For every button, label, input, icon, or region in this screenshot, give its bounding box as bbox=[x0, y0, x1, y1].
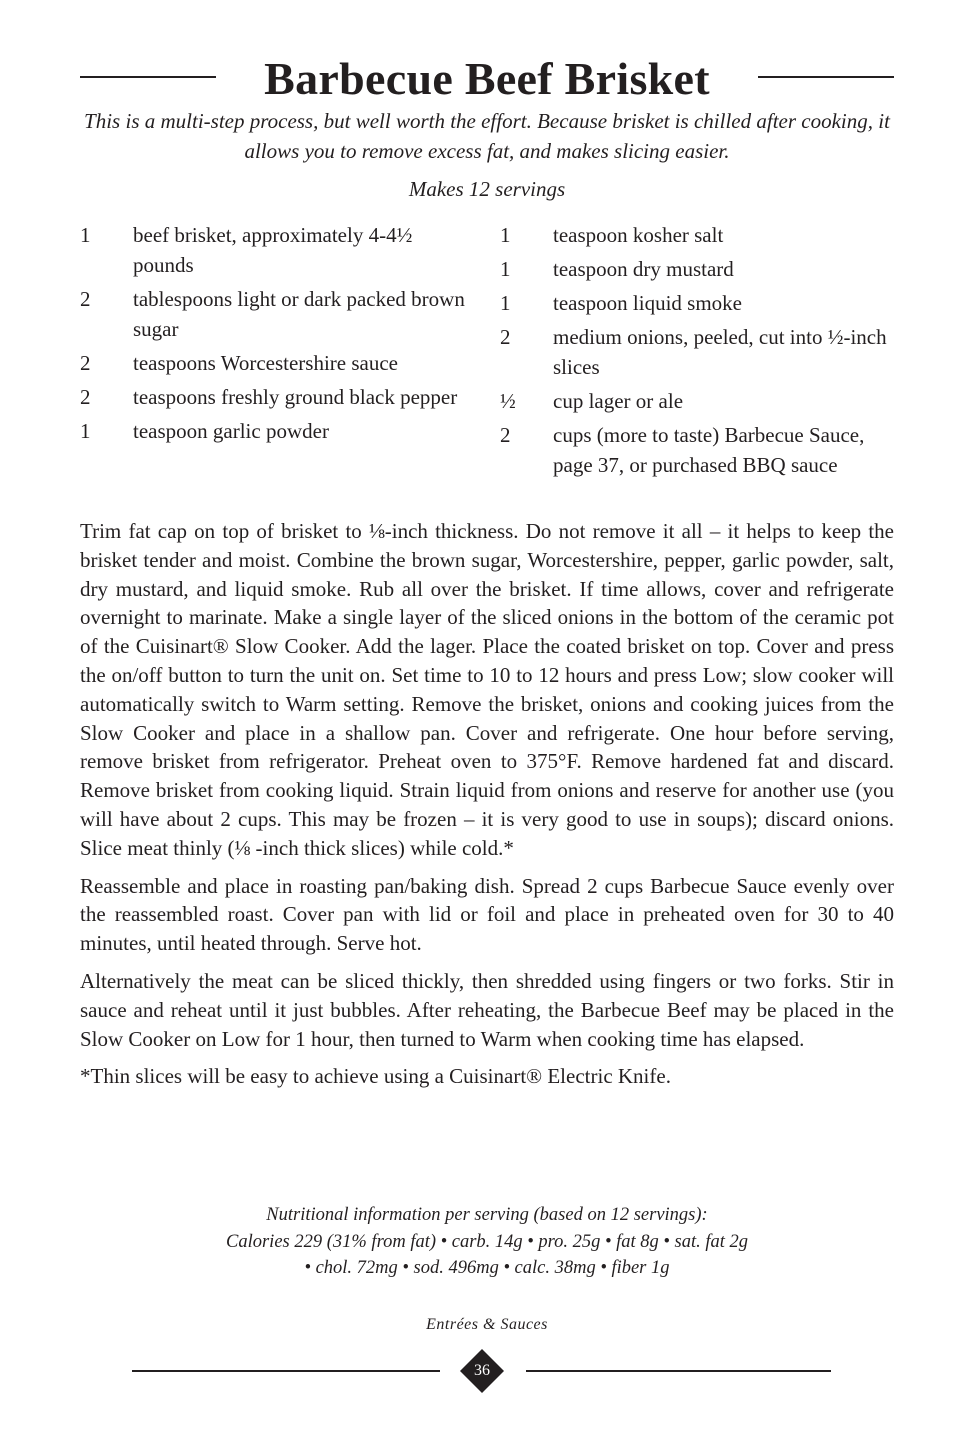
ingredient-quantity: 2 bbox=[80, 287, 91, 311]
title-rule-right bbox=[758, 76, 894, 78]
ingredient-item bbox=[500, 288, 894, 318]
ingredient-item bbox=[80, 348, 470, 378]
ingredient-description: teaspoons freshly ground black pepper bbox=[133, 385, 458, 409]
servings-line: Makes 12 servings bbox=[408, 177, 566, 201]
ingredient-item bbox=[80, 382, 470, 412]
recipe-title: Barbecue Beef Brisket bbox=[264, 53, 710, 104]
nutrition-heading: Nutritional information per serving (based on 12 servings): bbox=[266, 1205, 708, 1225]
ingredient-quantity: 2 bbox=[500, 423, 511, 447]
ingredient-quantity: 1 bbox=[500, 291, 511, 315]
ingredient-item bbox=[80, 284, 470, 344]
footer-rule-left bbox=[132, 1370, 440, 1372]
ingredient-item bbox=[500, 254, 894, 284]
ingredient-description: teaspoon kosher salt bbox=[553, 223, 724, 247]
ingredient-item bbox=[500, 386, 894, 416]
instruction-paragraph: Reassemble and place in roasting pan/baking dish. Spread 2 cups Barbecue Sauce evenly over the reassembled roast. Cover pan with lid or foil and place in preheated oven for 30 to 40 minutes, until heated through. Serve hot. bbox=[80, 873, 894, 956]
ingredient-description: teaspoon liquid smoke bbox=[553, 291, 742, 315]
ingredient-quantity: 2 bbox=[80, 351, 91, 375]
ingredient-description: teaspoons Worcestershire sauce bbox=[133, 351, 398, 375]
nutrition-info bbox=[80, 1202, 894, 1282]
section-name: Entrées & Sauces bbox=[426, 1316, 548, 1333]
ingredient-description: cups (more to taste) Barbecue Sauce, page 37, or purchased BBQ sauce bbox=[553, 423, 865, 477]
ingredient-description: teaspoon garlic powder bbox=[133, 419, 329, 443]
nutrition-values: • chol. 72mg • sod. 496mg • calc. 38mg • fiber 1g bbox=[304, 1258, 670, 1278]
nutrition-values: Calories 229 (31% from fat) • carb. 14g • pro. 25g • fat 8g • sat. fat 2g bbox=[226, 1231, 748, 1252]
instruction-paragraph: Alternatively the meat can be sliced thickly, then shredded using fingers or two forks. Stir in sauce and reheat until it just bubbles. After reheating, the Barbecue Beef may be placed in the Slow Cooker on Low for 1 hour, then turned to Warm when cooking time has elapsed. bbox=[80, 968, 894, 1051]
ingredient-description: tablespoons light or dark packed brown sugar bbox=[133, 287, 465, 341]
ingredient-quantity: 2 bbox=[500, 325, 511, 349]
recipe-instructions bbox=[80, 517, 894, 1100]
ingredients-column-left bbox=[80, 220, 470, 450]
ingredient-item bbox=[500, 220, 894, 250]
page-number: 36 bbox=[474, 1362, 490, 1379]
ingredient-quantity: 1 bbox=[80, 223, 91, 247]
ingredient-description: medium onions, peeled, cut into ½-inch slices bbox=[553, 325, 887, 379]
ingredient-quantity: 2 bbox=[80, 385, 91, 409]
recipe-intro: This is a multi-step process, but well worth the effort. Because brisket is chilled after cooking, it allows you to remove excess fat, and makes slicing easier. bbox=[84, 109, 890, 163]
ingredient-item bbox=[80, 416, 470, 446]
ingredient-quantity: 1 bbox=[80, 419, 91, 443]
ingredient-quantity: 1 bbox=[500, 257, 511, 281]
title-row bbox=[80, 52, 894, 106]
ingredient-description: beef brisket, approximately 4-4½ pounds bbox=[133, 223, 413, 277]
ingredient-item bbox=[500, 322, 894, 382]
ingredient-quantity: 1 bbox=[500, 223, 511, 247]
ingredient-item bbox=[500, 420, 894, 480]
footnote-paragraph: *Thin slices will be easy to achieve using a Cuisinart® Electric Knife. bbox=[80, 1064, 671, 1089]
page-number-diamond bbox=[460, 1349, 504, 1393]
ingredients-column-right bbox=[500, 220, 894, 484]
ingredient-description: cup lager or ale bbox=[553, 389, 684, 413]
ingredient-item bbox=[80, 220, 470, 280]
footer-rule-right bbox=[526, 1370, 831, 1372]
ingredient-description: teaspoon dry mustard bbox=[553, 257, 734, 281]
ingredient-quantity: ½ bbox=[500, 389, 516, 413]
instruction-paragraph: Trim fat cap on top of brisket to ⅛-inch thickness. Do not remove it all – it helps to keep the brisket tender and moist. Combine the brown sugar, Worcestershire, pepper, garlic powder, salt, dry mustard, and liquid smoke. Rub all over the brisket. If time allows, cover and refrigerate overnight to marinate. Make a single layer of the sliced onions in the bottom of the ceramic pot of the Cuisinart® Slow Cooker. Add the lager. Place the coated brisket on top. Cover and press the on/off button to turn the unit on. Set time to 10 to 12 hours and press Low; slow cooker will automatically switch to Warm setting. Remove the brisket, onions and cooking juices from the Slow Cooker and place in a shallow pan. Cover and refrigerate. One hour before serving, remove brisket from refrigerator. Preheat oven to 375°F. Remove hardened fat and discard. Remove brisket from cooking liquid. Strain liquid from onions and reserve for another use (you will have about 2 cups. This may be frozen – it is very good to use in soups); discard onions. Slice meat thinly (⅛ -inch thick slices) while cold.* bbox=[80, 519, 894, 860]
